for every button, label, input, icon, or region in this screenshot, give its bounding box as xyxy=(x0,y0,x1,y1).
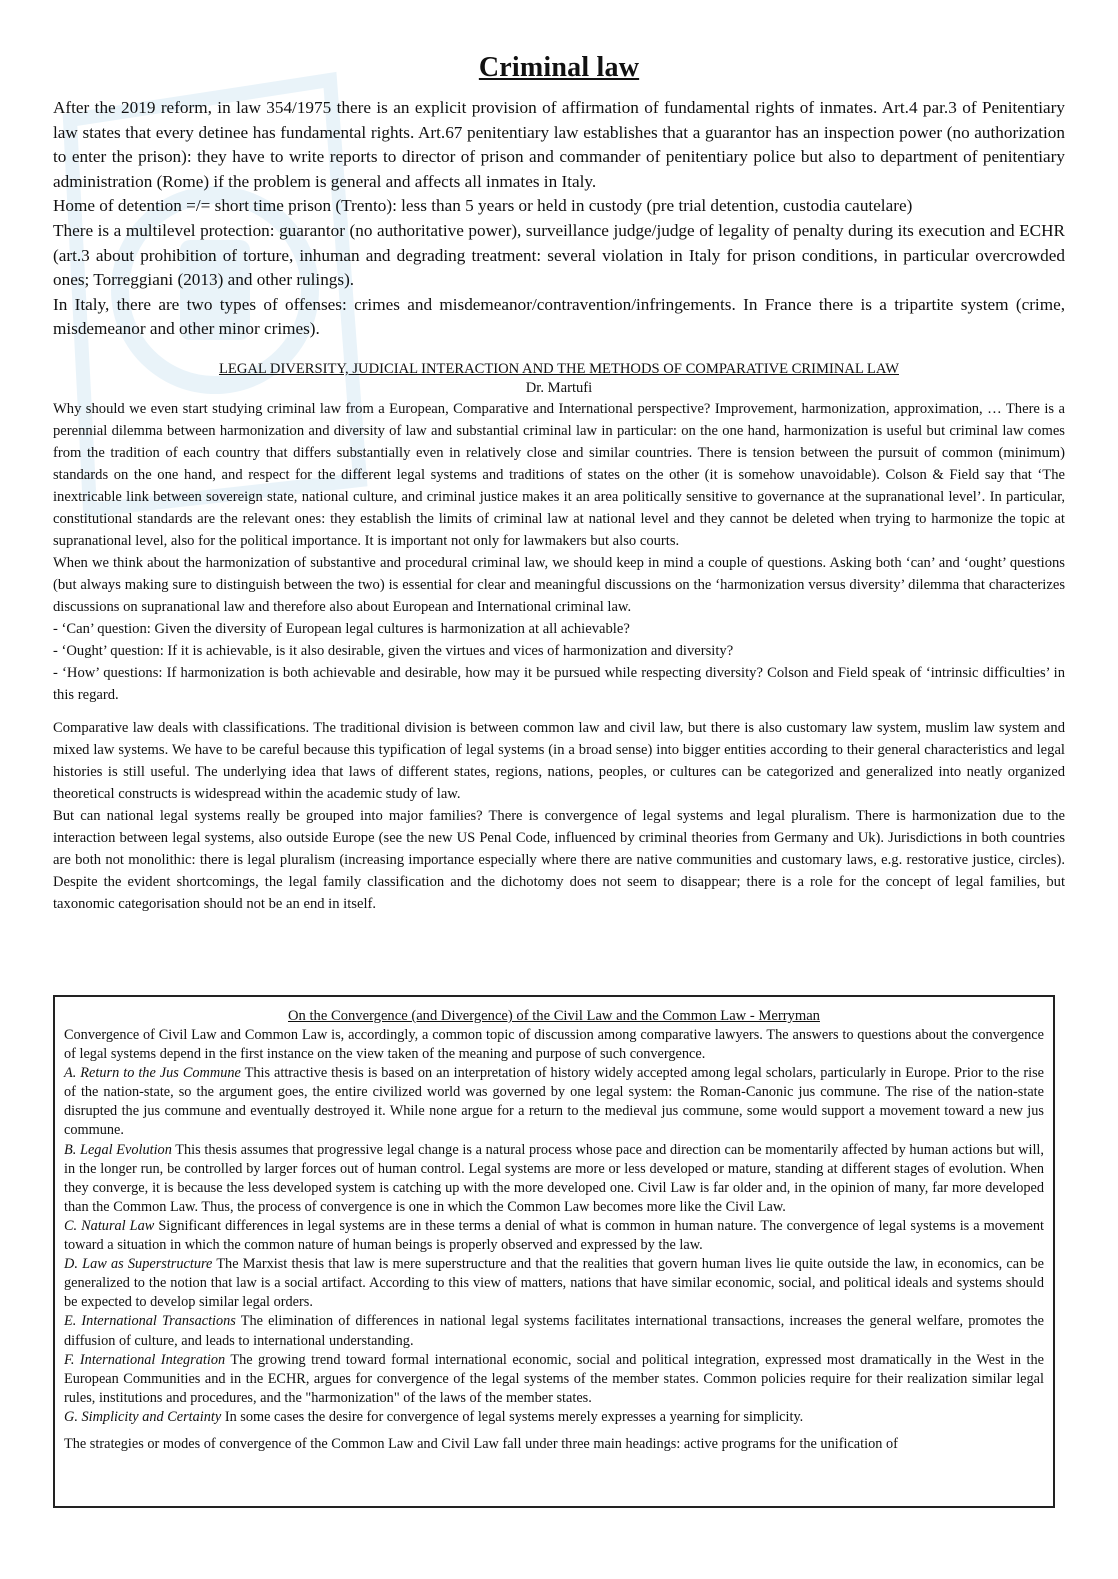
box-item-text: In some cases the desire for convergence of legal systems merely expresses a yearning for simplicity. xyxy=(221,1408,804,1425)
box-heading: On the Convergence (and Divergence) of the Civil Law and the Common Law - Merryman xyxy=(288,1008,820,1024)
box-item xyxy=(64,1255,1044,1312)
box-item-label: C. Natural Law xyxy=(64,1217,155,1234)
box-intro: Convergence of Civil Law and Common Law is, accordingly, a common topic of discussion among comparative lawyers. The answers to questions about the convergence of legal systems depend in the first instance on the view taken of the meaning and purpose of such convergence. xyxy=(64,1027,1044,1063)
box-item xyxy=(64,1064,1044,1140)
section-author: Dr. Martufi xyxy=(525,379,593,396)
box-item-text: Significant differences in legal systems are in these terms a denial of what is common in human nature. The convergence of legal systems is a movement toward a situation in which the common nature of human beings is properly observed and expressed by the law. xyxy=(64,1217,1044,1254)
box-item-label: B. Legal Evolution xyxy=(64,1141,172,1158)
body-paragraph: Why should we even start studying criminal law from a European, Comparative and International perspective? Improvement, harmonization, approximation, … There is a perennial dilemma between harmonization and diversity of law and substantial criminal law in particular: on the one hand, harmonization is useful but criminal law comes from the tradition of each country that differs substantially even in relatively close and similar countries. There is tension between the pursuit of common (minimum) standards on the one hand, and respect for the different legal systems and traditions of states on the other (it is somehow unavoidable). Colson & Field say that ‘The inextricable link between sovereign state, national culture, and criminal justice makes it an area politically sensitive to governance at the supranational level’. In particular, constitutional standards are the relevant ones: they establish the limits of criminal law at national level and they cannot be deleted when trying to harmonize the topic at supranational level, also for the political importance. It is important not only for lawmakers but also courts. xyxy=(53,400,1065,549)
body-paragraph: When we think about the harmonization of substantive and procedural criminal law, we should keep in mind a couple of questions. Asking both ‘can’ and ‘ought’ questions (but always making sure to distinguish between the two) is essential for clear and meaningful discussions on the ‘harmonization versus diversity’ dilemma that characterizes discussions on supranational law and therefore also about European and International criminal law. xyxy=(53,554,1065,615)
box-closing: The strategies or modes of convergence of the Common Law and Civil Law fall under three main headings: active programs for the unification of xyxy=(64,1435,898,1452)
intro-paragraph: After the 2019 reform, in law 354/1975 there is an explicit provision of affirmation of fundamental rights of inmates. Art.4 par.3 of Penitentiary law states that every detinee has fundamental rights. Art.67 penitentiary law establishes that a guarantor has an inspection power (no authorization to enter the prison): they have to write reports to director of prison and commander of penitentiary police but also to department of penitentiary administration (Rome) if the problem is general and affects all inmates in Italy. xyxy=(53,98,1065,191)
section-body xyxy=(53,398,1065,915)
question-item: - ‘Ought’ question: If it is achievable, is it also desirable, given the virtues and vices of harmonization and diversity? xyxy=(53,642,734,659)
intro-paragraph: There is a multilevel protection: guarantor (no authoritative power), surveillance judge/judge of legality of penalty during its execution and ECHR (art.3 about prohibition of torture, inhuman and degrading treatment: several violation in Italy for prison conditions, in particular overcrowded ones; Torreggiani (2013) and other rulings). xyxy=(53,220,1065,290)
question-item: - ‘How’ questions: If harmonization is both achievable and desirable, how may it be pursued while respecting diversity? Colson and Field speak of ‘intrinsic difficulties’ in this regard. xyxy=(53,664,1065,703)
body-paragraph: Comparative law deals with classifications. The traditional division is between common law and civil law, but there is also customary law system, muslim law system and mixed law systems. We have to be careful because this typification of legal systems (in a broad sense) into bigger entities according to their general characteristics and legal histories is still useful. The underlying idea that laws of different states, regions, nations, peoples, or cultures can be categorized and generalized into neatly organized theoretical constructs is widespread within the academic study of law. xyxy=(53,719,1065,802)
intro-paragraph: Home of detention =/= short time prison (Trento): less than 5 years or held in custody (pre trial detention, custodia cautelare) xyxy=(53,196,913,216)
question-item: - ‘Can’ question: Given the diversity of European legal cultures is harmonization at all achievable? xyxy=(53,620,630,637)
box-item-text: The elimination of differences in national legal systems facilitates international transactions, increases the general welfare, promotes the diffusion of culture, and leads to international understanding. xyxy=(64,1313,1044,1349)
box-item-text: The Marxist thesis that law is mere superstructure and that the realities that govern human lives lie quite outside the law, in economics, can be generalized to the notion that law is a social artifact. According to this view of matters, nations that have similar economic, social, and political ideals and systems should be expected to develop similar legal orders. xyxy=(64,1256,1044,1311)
body-paragraph: But can national legal systems really be grouped into major families? There is convergence of legal systems and legal pluralism. There is harmonization due to the interaction between legal systems, also outside Europe (see the new US Penal Code, influenced by criminal theories from Germany and Uk). Jurisdictions in both countries are both not monolithic: there is legal pluralism (increasing importance especially where there are native communities and customary laws, e.g. restorative justice, circles). Despite the evident shortcomings, the legal family classification and the dichotomy does not seem to disappear; there is a role for the concept of legal families, but taxonomic categorisation should not be an end in itself. xyxy=(53,807,1065,912)
merryman-box xyxy=(53,995,1055,1508)
box-item-text: The growing trend toward formal international economic, social and political integration, expressed most dramatically in the West in the European Communities and in the ECHR, argues for convergence of the legal systems of the member states. Common policies require for their realization similar legal rules, institutions and procedures, and the "harmonization" of the laws of the member states. xyxy=(64,1351,1044,1406)
box-item-label: G. Simplicity and Certainty xyxy=(64,1408,222,1425)
box-item-label: D. Law as Superstructure xyxy=(64,1256,213,1273)
document-page xyxy=(53,52,1065,915)
box-item xyxy=(64,1351,1044,1408)
box-item xyxy=(64,1312,1044,1350)
page-title: Criminal law xyxy=(478,52,640,83)
box-item-label: E. International Transactions xyxy=(64,1313,236,1330)
box-item-text: This thesis assumes that progressive legal change is a natural process whose pace and direction can be momentarily affected by human actions but will, in the longer run, be controlled by larger forces out of human control. Legal systems are more or less developed or mature, standing at different stages of evolution. When they converge, it is because the less developed system is catching up with the more developed one. Civil Law is far older and, in the opinion of many, far more developed than the Common Law. Thus, the process of convergence is one in which the Common Law becomes more like the Civil Law. xyxy=(64,1141,1044,1215)
box-item xyxy=(64,1408,1044,1427)
box-item-text: This attractive thesis is based on an interpretation of history widely accepted among legal scholars, particularly in Europe. Prior to the rise of the nation-state, so the argument goes, the entire civilized world was governed by one legal system: the Roman-Canonic jus commune. The rise of the nation-state disrupted the jus commune and eventually destroyed it. While none argue for a return to the medieval jus commune, some would support a movement toward a new jus commune. xyxy=(64,1065,1044,1139)
box-item-label: F. International Integration xyxy=(64,1351,226,1368)
box-item xyxy=(64,1141,1044,1217)
intro-section xyxy=(53,96,1065,342)
intro-paragraph: In Italy, there are two types of offenses: crimes and misdemeanor/contravention/infringements. In France there is a tripartite system (crime, misdemeanor and other minor crimes). xyxy=(53,294,1065,339)
box-item-label: A. Return to the Jus Commune xyxy=(64,1065,241,1082)
box-item xyxy=(64,1217,1044,1255)
section-heading: LEGAL DIVERSITY, JUDICIAL INTERACTION AND THE METHODS OF COMPARATIVE CRIMINAL LAW xyxy=(219,360,899,377)
